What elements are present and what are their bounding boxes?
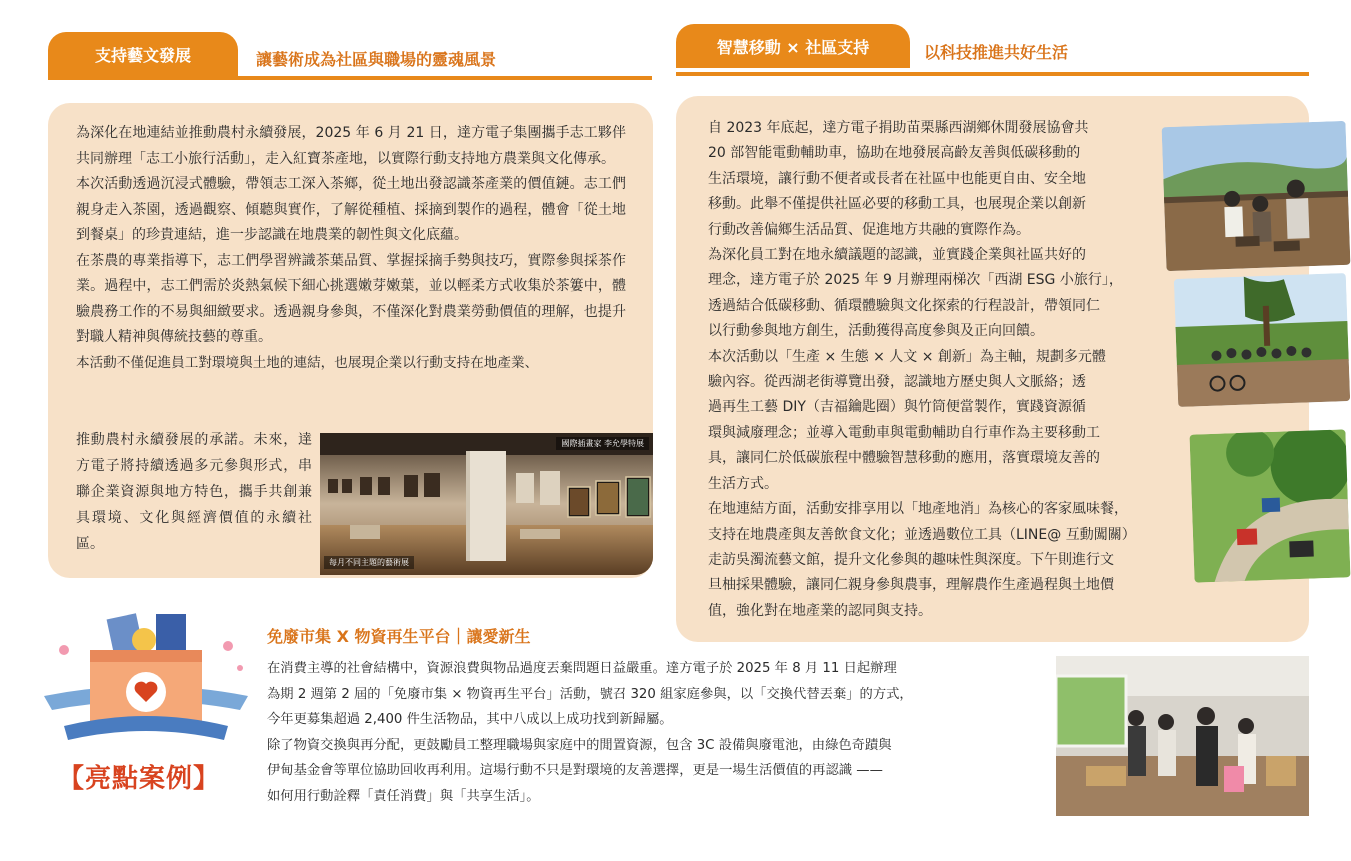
electric-cart-photo: [1189, 429, 1350, 582]
left-section-tab: 支持藝文發展: [48, 32, 238, 76]
art-exhibition-photo: [320, 433, 653, 575]
photo-caption-top: 國際插畫家 李允學特展: [556, 437, 649, 450]
group-cycling-photo: [1174, 273, 1350, 407]
gift-box-illustration: [40, 606, 252, 754]
highlight-label: 【亮點案例】: [58, 764, 221, 794]
gallery-illustration: [320, 433, 653, 575]
right-p2-line: 以行動參與地方創生，活動獲得高度參與及正向回饋。: [708, 323, 1044, 340]
right-p4-line: 走訪吳濁流藝文館，提升文化參與的趣味性與深度。下午則進行文: [708, 551, 1114, 568]
right-p4-line: 值，強化對在地產業的認同與支持。: [708, 602, 932, 619]
left-header-rule: [48, 76, 652, 80]
left-content-box: [48, 103, 653, 578]
right-p3-line: 過再生工藝 DIY（吉福鑰匙圈）與竹筒便當製作，實踐資源循: [708, 399, 1086, 416]
right-p2-line: 為深化員工對在地永續議題的認識，並實踐企業與社區共好的: [708, 247, 1086, 264]
right-header-rule: [676, 72, 1309, 76]
right-p4-line: 旦柚採果體驗，讓同仁親身參與農事，理解農作生產過程與土地價: [708, 577, 1114, 594]
highlight-line: 如何用行動詮釋「責任消費」與「共享生活」。: [267, 788, 540, 804]
right-p1-line: 20 部智能電動輔助車，協助在地發展高齡友善與低碳移動的: [708, 145, 1081, 162]
highlight-line: 除了物資交換與再分配，更鼓勵員工整理職場與家庭中的閒置資源，包含 3C 設備與廢電池，由綠色奇蹟與: [267, 737, 892, 753]
left-section-subtitle: 讓藝術成為社區與職場的靈魂風景: [256, 50, 497, 69]
highlight-line: 在消費主導的社會結構中，資源浪費與物品過度丟棄問題日益嚴重。達方電子於 2025 年 8 月 11 日起辦理: [267, 661, 897, 676]
highlight-line: 伊甸基金會等單位協助回收再利用。這場行動不只是對環境的友善選擇，更是一場生活價值的再認識 ——: [267, 763, 883, 778]
right-p3-line: 本次活動以「生產 × 生態 × 人文 × 創新」為主軸，規劃多元體: [708, 348, 1106, 365]
right-section-subtitle: 以科技推進共好生活: [924, 43, 1069, 62]
right-p1-line: 移動。此舉不僅提供社區必要的移動工具，也展現企業以創新: [708, 196, 1086, 213]
market-photo: [1056, 656, 1309, 816]
highlight-line: 為期 2 週第 2 屆的「免廢市集 × 物資再生平台」活動，號召 320 組家庭參與，以「交換代替丟棄」的方式，: [267, 686, 913, 702]
right-p4-line: 在地連結方面，活動安排享用以「地產地消」為核心的客家風味餐，: [708, 501, 1128, 518]
left-paragraph-2: 本次活動透過沉浸式體驗，帶領志工深入茶鄉，從土地出發認識茶產業的價值鏈。志工們親身走入茶園，透過觀察、傾聽與實作，了解從種植、採摘到製作的過程，體會「從土地到餐桌」的珍貴連結，進一步認識在地農業的韌性與文化底蘊。: [76, 176, 626, 243]
highlight-body: [267, 656, 1047, 809]
right-p3-line: 具，讓同仁於低碳旅程中體驗智慧移動的應用，落實環境友善的: [708, 450, 1100, 467]
left-paragraph-4: 本活動不僅促進員工對環境與土地的連結，也展現企業以行動支持在地產業、: [76, 354, 539, 371]
photo-caption-bottom: 每月不同主題的藝術展: [324, 556, 414, 569]
left-paragraph-1: 為深化在地連結並推動農村永續發展，2025 年 6 月 21 日，達方電子集團攜手志工夥伴共同辦理「志工小旅行活動」，走入紅寶茶產地，以實際行動支持地方農業與文化傳承。: [76, 125, 626, 167]
right-p3-line: 驗內容。從西湖老街導覽出發，認識地方歷史與人文脈絡；透: [708, 374, 1086, 391]
right-p4-line: 支持在地農產與友善飲食文化；並透過數位工具（LINE@ 互動闖關）: [708, 526, 1136, 543]
right-p3-line: 生活方式。: [708, 475, 778, 492]
left-wrap-paragraph: 推動農村永續發展的承諾。未來，達方電子將持續透過多元參與形式，串聯企業資源與地方特色，攜手共創兼具環境、文化與經濟價值的永續社區。: [76, 432, 312, 552]
highlight-title: 免廢市集 X 物資再生平台｜讓愛新生: [267, 627, 531, 646]
left-paragraph-3: 在茶農的專業指導下，志工們學習辨識茶葉品質、掌握採摘手勢與技巧，實際參與採茶作業。過程中，志工們需於炎熱氣候下細心挑選嫩芽嫩葉，並以輕柔方式收集於茶簍中，體驗農務工作的不易與細緻要求。透過親身參與，不僅深化對農業勞動價值的理解，也提升對職人精神與傳統技藝的尊重。: [76, 252, 626, 345]
right-p3-line: 環與減廢理念；並導入電動車與電動輔助自行車作為主要移動工: [708, 424, 1100, 441]
right-p1-line: 行動改善偏鄉生活品質、促進地方共融的實際作為。: [708, 221, 1030, 238]
right-p1-line: 自 2023 年底起，達方電子捐助苗栗縣西湖鄉休閒發展協會共: [708, 120, 1089, 136]
right-p1-line: 生活環境，讓行動不便者或長者在社區中也能更自由、安全地: [708, 170, 1086, 187]
highlight-line: 今年更募集超過 2,400 件生活物品，其中八成以上成功找到新歸屬。: [267, 712, 673, 727]
right-section-tab: 智慧移動 × 社區支持: [676, 24, 910, 68]
elderly-workshop-photo: [1162, 121, 1351, 271]
right-p2-line: 理念，達方電子於 2025 年 9 月辦理兩梯次「西湖 ESG 小旅行」，: [708, 272, 1123, 289]
right-p2-line: 透過結合低碳移動、循環體驗與文化探索的行程設計，帶領同仁: [708, 297, 1100, 314]
